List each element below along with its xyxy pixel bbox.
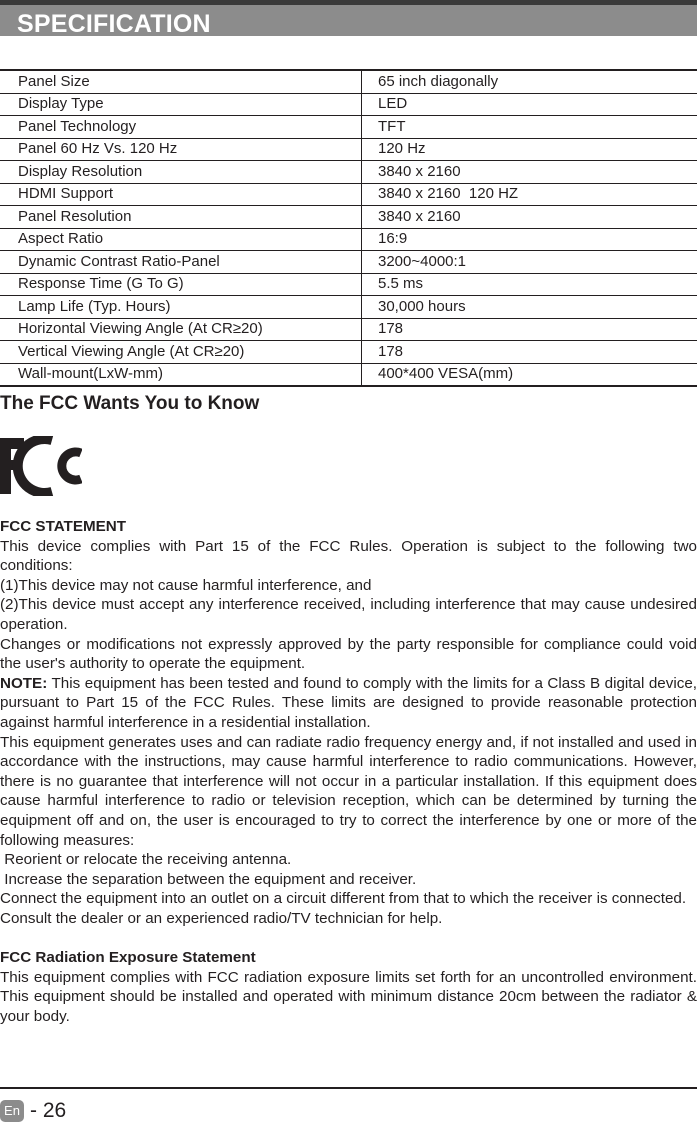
spec-label: Panel Size	[0, 70, 362, 93]
spec-value: 178	[362, 318, 697, 341]
spec-value: TFT	[362, 116, 697, 139]
paragraph: (1)This device may not cause harmful interference, and	[0, 576, 372, 594]
fcc-body	[0, 517, 697, 1026]
spec-value: LED	[362, 93, 697, 116]
table-row	[0, 161, 697, 184]
table-row	[0, 363, 697, 386]
spec-value: 30,000 hours	[362, 296, 697, 319]
fcc-heading: The FCC Wants You to Know	[0, 393, 260, 414]
table-row	[0, 138, 697, 161]
spec-label: Dynamic Contrast Ratio-Panel	[0, 251, 362, 274]
paragraph: Changes or modifications not expressly approved by the party responsible for compliance could void the user's authority to operate the equipment.	[0, 635, 697, 673]
paragraph-spacer	[0, 928, 697, 948]
spec-value: 120 Hz	[362, 138, 697, 161]
paragraph: This equipment generates uses and can radiate radio frequency energy and, if not installed and used in accordance with the instructions, may cause harmful interference to radio communications. However, there is no guarantee that interference will not occur in a particular installation. If this equipment does cause harmful interference to radio or television reception, which can be determined by turning the equipment off and on, the user is encouraged to try to correct the interference by one or more of the following measures:	[0, 733, 697, 849]
table-row	[0, 70, 697, 93]
paragraph: (2)This device must accept any interference received, including interference that may cause undesired operation.	[0, 596, 697, 633]
table-row	[0, 273, 697, 296]
table-row	[0, 251, 697, 274]
spec-value: 65 inch diagonally	[362, 70, 697, 93]
table-row	[0, 93, 697, 116]
table-row	[0, 116, 697, 139]
spec-value: 3840 x 2160	[362, 161, 697, 184]
language-badge: En	[0, 1100, 24, 1122]
spec-value: 400*400 VESA(mm)	[362, 363, 697, 386]
measure-item: Consult the dealer or an experienced radio/TV technician for help.	[0, 909, 443, 927]
paragraph: This device complies with Part 15 of the FCC Rules. Operation is subject to the following two conditions:	[0, 537, 697, 575]
table-row	[0, 228, 697, 251]
page-number-value: 26	[42, 1099, 67, 1122]
footer-divider	[0, 1087, 697, 1089]
spec-label: Horizontal Viewing Angle (At CR≥20)	[0, 318, 362, 341]
spec-value: 16:9	[362, 228, 697, 251]
spec-value: 5.5 ms	[362, 273, 697, 296]
spec-label: Aspect Ratio	[0, 228, 362, 251]
spec-label: Lamp Life (Typ. Hours)	[0, 296, 362, 319]
table-row	[0, 183, 697, 206]
measure-item: Connect the equipment into an outlet on a circuit different from that to which the receiver is connected.	[0, 890, 687, 908]
spec-label: Wall-mount(LxW-mm)	[0, 363, 362, 386]
fcc-logo-icon	[0, 436, 82, 496]
section-title: SPECIFICATION	[17, 10, 211, 38]
radiation-title: FCC Radiation Exposure Statement	[0, 949, 256, 967]
spec-label: Panel Resolution	[0, 206, 362, 229]
paragraph: This equipment complies with FCC radiation exposure limits set forth for an uncontrolled environment. This equipment should be installed and operated with minimum distance 20cm between the radiator & your body.	[0, 968, 697, 1025]
page-separator: -	[30, 1099, 37, 1122]
spec-value: 178	[362, 341, 697, 364]
note-text: This equipment has been tested and found to comply with the limits for a Class B digital device, pursuant to Part 15 of the FCC Rules. These limits are designed to provide reasonable protection against harmful interference in a residential installation.	[0, 674, 697, 731]
table-row	[0, 341, 697, 364]
spec-label: Panel Technology	[0, 116, 362, 139]
note-paragraph	[0, 674, 697, 733]
table-row	[0, 296, 697, 319]
spec-label: Panel 60 Hz Vs. 120 Hz	[0, 138, 362, 161]
spec-label: Display Resolution	[0, 161, 362, 184]
spec-value: 3200~4000:1	[362, 251, 697, 274]
spec-label: Vertical Viewing Angle (At CR≥20)	[0, 341, 362, 364]
table-row	[0, 318, 697, 341]
measure-item: Increase the separation between the equipment and receiver.	[0, 870, 417, 888]
measure-item: Reorient or relocate the receiving antenna.	[0, 851, 292, 869]
spec-label: Response Time (G To G)	[0, 273, 362, 296]
spec-table	[0, 69, 697, 387]
spec-label: HDMI Support	[0, 183, 362, 206]
fcc-statement-title: FCC STATEMENT	[0, 518, 126, 535]
spec-label: Display Type	[0, 93, 362, 116]
page-number	[30, 1099, 66, 1123]
note-label: NOTE:	[0, 674, 48, 692]
spec-value: 3840 x 2160 120 HZ	[362, 183, 697, 206]
spec-value: 3840 x 2160	[362, 206, 697, 229]
table-row	[0, 206, 697, 229]
